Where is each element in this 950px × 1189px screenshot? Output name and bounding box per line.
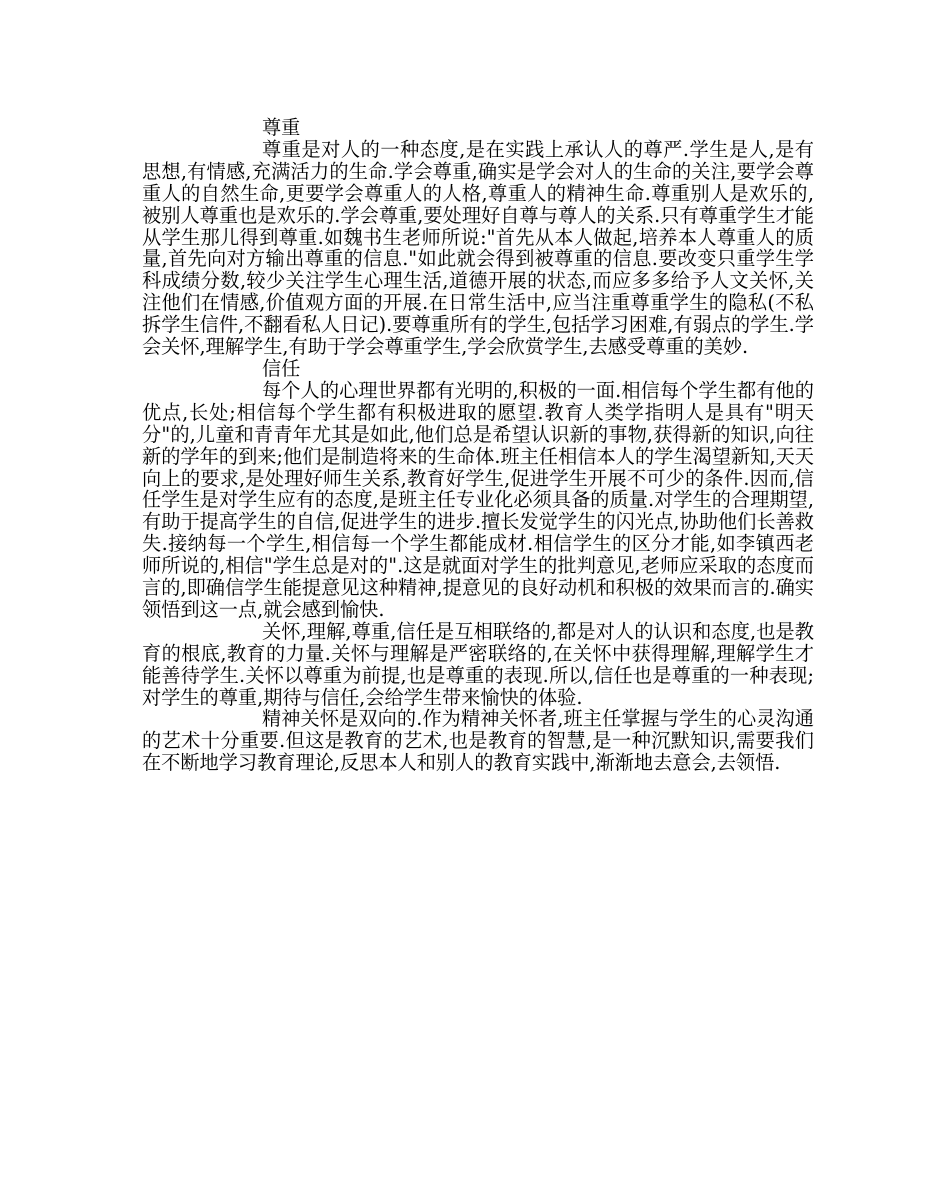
section-heading-respect: 尊重: [262, 116, 301, 139]
paragraph-respect: 尊重是对人的一种态度,是在实践上承认人的尊严.学生是人,是有思想,有情感,充满活力的生命.学会尊重,确实是学会对人的生命的关注,要学会尊重人的自然生命,更要学会尊重人的人格,尊重人的精神生命.尊重别人是欢乐的,被别人尊重也是欢乐的.学会尊重,要处理好自尊与尊人的关系.只有尊重学生才能从学生那儿得到尊重.如魏书生老师所说:"首先从本人做起,培养本人尊重人的质量,首先向对方输出尊重的信息."如此就会得到被尊重的信息.要改变只重学生学科成绩分数,较少关注学生心理生活,道德开展的状态,而应多多给予人文关怀,关注他们在情感,价值观方面的开展.在日常生活中,应当注重尊重学生的隐私(不私拆学生信件,不翻看私人日记).要尊重所有的学生,包括学习困难,有弱点的学生.学会关怀,理解学生,有助于学会尊重学生,学会欣赏学生,去感受尊重的美妙.: [142, 137, 814, 359]
paragraph-relationship: 关怀,理解,尊重,信任是互相联络的,都是对人的认识和态度,也是教育的根底,教育的力量.关怀与理解是严密联络的,在关怀中获得理解,理解学生才能善待学生.关怀以尊重为前提,也是尊重的表现.所以,信任也是尊重的一种表现;对学生的尊重,期待与信任,会给学生带来愉快的体验.: [142, 619, 814, 709]
document-page: [142, 117, 814, 774]
paragraph-spiritual-care: 精神关怀是双向的.作为精神关怀者,班主任掌握与学生的心灵沟通的艺术十分重要.但这是教育的艺术,也是教育的智慧,是一种沉默知识,需要我们在不断地学习教育理论,反思本人和别人的教育实践中,渐渐地去意会,去领悟.: [142, 707, 814, 775]
section-heading-trust: 信任: [262, 356, 301, 380]
paragraph-trust: 每个人的心理世界都有光明的,积极的一面.相信每个学生都有他的优点,长处;相信每个学生都有积极进取的愿望.教育人类学指明人是具有"明天分"的,儿童和青青年尤其是如此,他们总是希望认识新的事物,获得新的知识,向往新的学年的到来;他们是制造将来的生命体.班主任相信本人的学生渴望新知,天天向上的要求,是处理好师生关系,教育好学生,促进学生开展不可少的条件.因而,信任学生是对学生应有的态度,是班主任专业化必须具备的质量.对学生的合理期望,有助于提高学生的自信,促进学生的进步.擅长发觉学生的闪光点,协助他们长善救失.接纳每一个学生,相信每一个学生都能成材.相信学生的区分才能,如李镇西老师所说的,相信"学生总是对的".这是就面对学生的批判意见,老师应采取的态度而言的,即确信学生能提意见这种精神,提意见的良好动机和积极的效果而言的.确实领悟到这一点,就会感到愉快.: [142, 378, 814, 621]
